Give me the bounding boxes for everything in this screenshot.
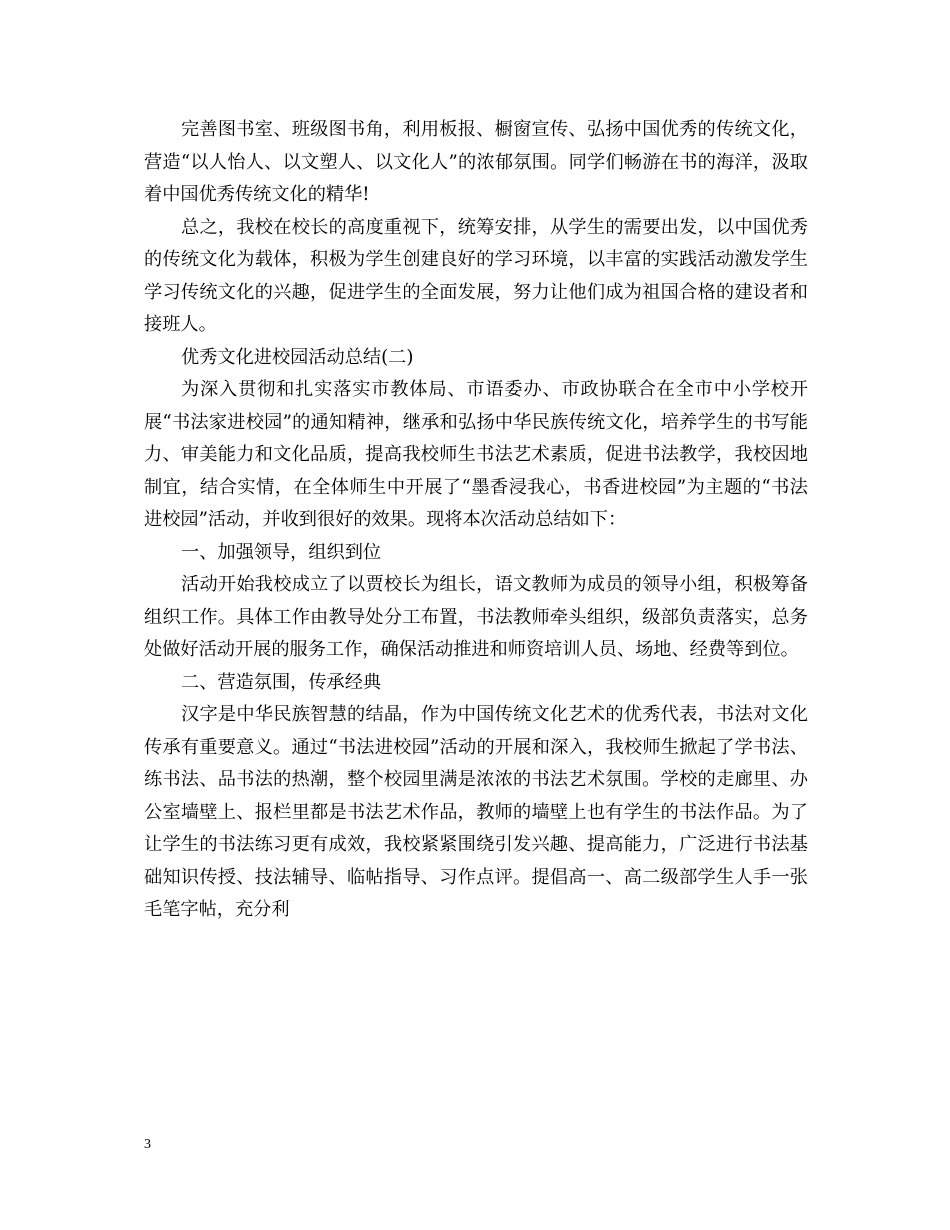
paragraph-4: 活动开始我校成立了以贾校长为组长，语文教师为成员的领导小组，积极筹备组织工作。具体工作由教导处分工布置，书法教师牵头组织，级部负责落实，总务处做好活动开展的服务工作，确保活动推进和师资培训人员、场地、经费等到位。 — [144, 574, 808, 660]
paragraph-5: 汉字是中华民族智慧的结晶，作为中国传统文化艺术的优秀代表，书法对文化传承有重要意义。通过“书法进校园”活动的开展和深入，我校师生掀起了学书法、练书法、品书法的热潮，整个校园里满是浓浓的书法艺术氛围。学校的走廊里、办公室墙壁上、报栏里都是书法艺术作品，教师的墙壁上也有学生的书法作品。为了让学生的书法练习更有成效，我校紧紧围绕引发兴趣、提高能力，广泛进行书法基础知识传授、技法辅导、临帖指导、习作点评。提倡高一、高二级部学生人手一张毛笔字帖，充分利 — [144, 704, 808, 920]
page-number: 3 — [144, 1137, 151, 1152]
paragraph-1: 完善图书室、班级图书角，利用板报、橱窗宣传、弘扬中国优秀的传统文化，营造“以人怡人、以文塑人、以文化人”的浓郁氛围。同学们畅游在书的海洋，汲取着中国优秀传统文化的精华! — [144, 119, 808, 205]
heading-2: 二、营造氛围，传承经典 — [181, 671, 382, 693]
paragraph-3: 为深入贯彻和扎实落实市教体局、市语委办、市政协联合在全市中小学校开展“书法家进校园”的通知精神，继承和弘扬中华民族传统文化，培养学生的书写能力、审美能力和文化品质，提高我校师生书法艺术素质，促进书法教学，我校因地制宜，结合实情，在全体师生中开展了“墨香浸我心，书香进校园”为主题的“书法进校园”活动，并收到很好的效果。现将本次活动总结如下： — [144, 379, 808, 530]
heading-1: 一、加强领导，组织到位 — [181, 541, 382, 563]
section-title: 优秀文化进校园活动总结(二) — [181, 346, 414, 368]
document-body — [144, 114, 808, 927]
paragraph-2: 总之，我校在校长的高度重视下，统筹安排，从学生的需要出发，以中国优秀的传统文化为载体，积极为学生创建良好的学习环境，以丰富的实践活动激发学生学习传统文化的兴趣，促进学生的全面发展，努力让他们成为祖国合格的建设者和接班人。 — [144, 216, 808, 335]
